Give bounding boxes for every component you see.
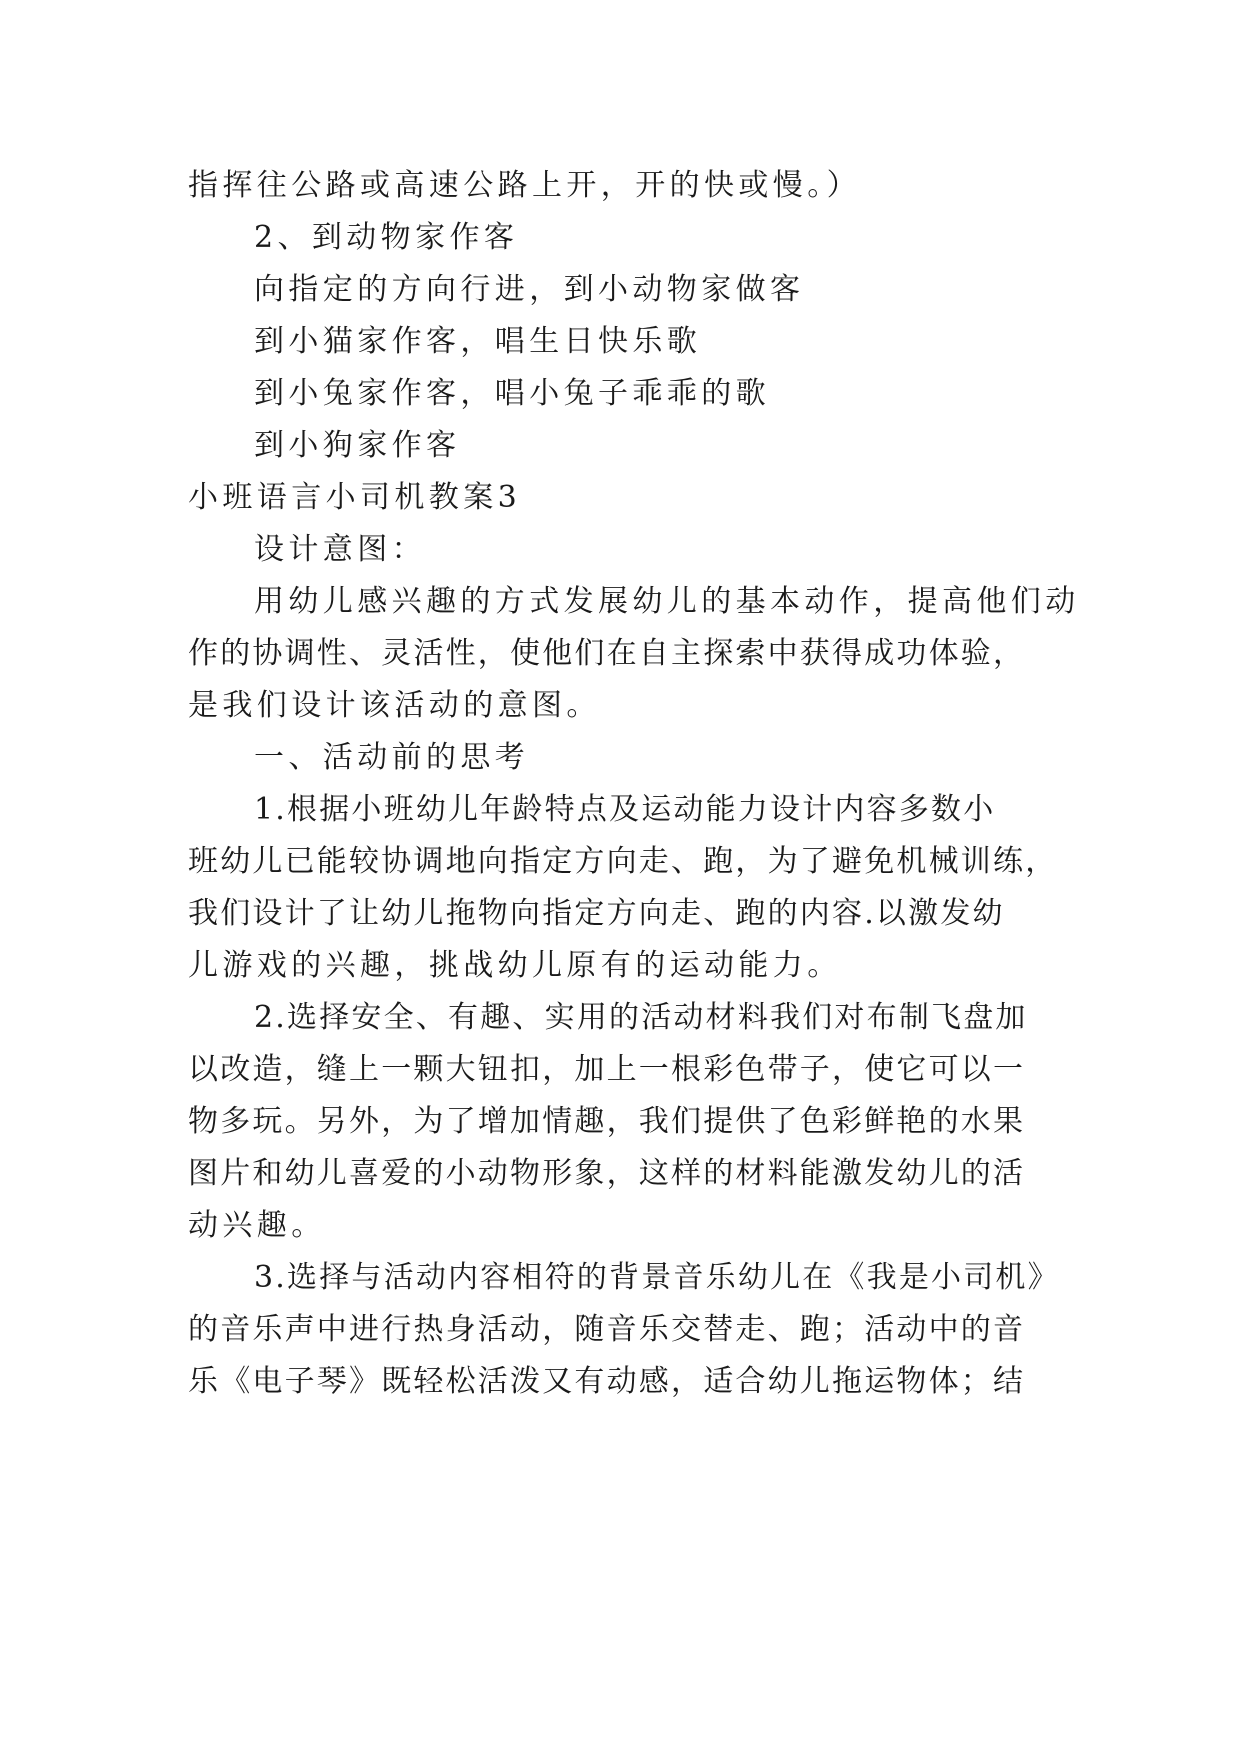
- paragraph-line: 我们设计了让幼儿拖物向指定方向走、跑的内容.以激发幼: [188, 896, 1005, 931]
- section-subtitle: 一、活动前的思考: [254, 740, 530, 775]
- list-item-heading: 2、到动物家作客: [254, 220, 519, 255]
- section-title: 小班语言小司机教案3: [188, 480, 522, 515]
- paragraph-line: 物多玩。另外，为了增加情趣，我们提供了色彩鲜艳的水果: [188, 1104, 1026, 1139]
- paragraph-line: 儿游戏的兴趣，挑战幼儿原有的运动能力。: [188, 948, 842, 983]
- paragraph-line: 以改造，缝上一颗大钮扣，加上一根彩色带子，使它可以一: [188, 1052, 1026, 1087]
- paragraph-line: 2.选择安全、有趣、实用的活动材料我们对布制飞盘加: [254, 1000, 1028, 1035]
- paragraph-line: 图片和幼儿喜爱的小动物形象，这样的材料能激发幼儿的活: [188, 1156, 1026, 1191]
- paragraph-line: 动兴趣。: [188, 1208, 326, 1243]
- section-subtitle: 设计意图：: [254, 532, 426, 567]
- paragraph-line: 乐《电子琴》既轻松活泼又有动感，适合幼儿拖运物体；结: [188, 1364, 1026, 1399]
- paragraph-line: 是我们设计该活动的意图。: [188, 688, 601, 723]
- text-line: 到小狗家作客: [254, 428, 461, 463]
- text-line: 到小猫家作客，唱生日快乐歌: [254, 324, 702, 359]
- paragraph-line: 班幼儿已能较协调地向指定方向走、跑，为了避免机械训练，: [188, 844, 1058, 879]
- paragraph-line: 的音乐声中进行热身活动，随音乐交替走、跑；活动中的音: [188, 1312, 1026, 1347]
- text-line: 到小兔家作客，唱小兔子乖乖的歌: [254, 376, 770, 411]
- paragraph-line: 1.根据小班幼儿年龄特点及运动能力设计内容多数小: [254, 792, 996, 827]
- paragraph-line: 用幼儿感兴趣的方式发展幼儿的基本动作，提高他们动: [254, 584, 1080, 619]
- paragraph-line: 3.选择与活动内容相符的背景音乐幼儿在《我是小司机》: [254, 1260, 1060, 1295]
- paragraph-line: 作的协调性、灵活性，使他们在自主探索中获得成功体验，: [188, 636, 1026, 671]
- text-line: 向指定的方向行进，到小动物家做客: [254, 272, 805, 307]
- text-line: 指挥往公路或高速公路上开，开的快或慢。）: [188, 168, 861, 203]
